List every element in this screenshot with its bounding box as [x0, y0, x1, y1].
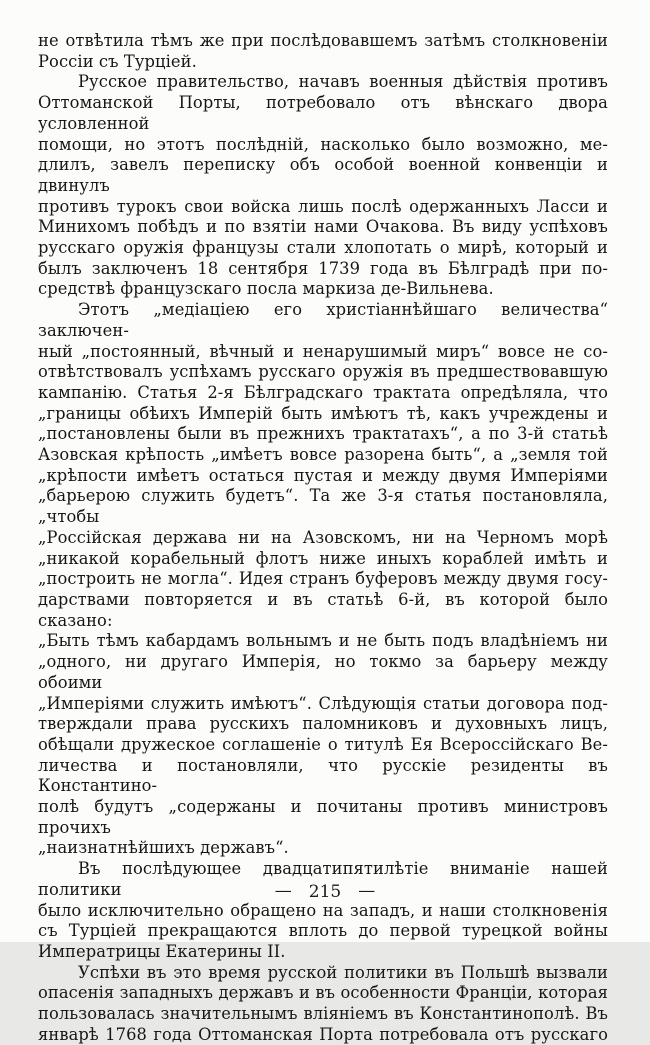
text-line: Императрицы Екатерины II. — [38, 941, 286, 961]
text-line: отвѣтствовалъ успѣхамъ русскаго оружія въ предшествовавшую — [38, 362, 608, 382]
text-line: русскаго оружія французы стали хлопотать о мирѣ, который и — [38, 238, 608, 258]
text-line: полѣ будутъ „содержаны и почитаны противъ министровъ прочихъ — [38, 797, 608, 837]
text-line: январѣ 1768 года Оттоманская Порта потребовала отъ русскаго — [38, 1024, 608, 1044]
footer-dash-left: — — [274, 881, 292, 901]
text-line: Въ послѣдующее двадцатипятилѣтіе вниманіе нашей политики — [38, 859, 608, 899]
text-line: „границы обѣихъ Имперій быть имѣютъ тѣ, какъ учреждены и — [38, 403, 608, 423]
text-line: тверждали права русскихъ паломниковъ и духовныхъ лицъ, — [38, 714, 608, 734]
text-line: былъ заключенъ 18 сентября 1739 года въ Бѣлградѣ при по- — [38, 258, 608, 278]
text-line: ный „постоянный, вѣчный и ненарушимый миръ“ вовсе не со- — [38, 341, 608, 361]
text-line: „наизнатнѣйшихъ державъ“. — [38, 838, 289, 858]
footer-dash-right: — — [358, 881, 376, 901]
text-line: кампанію. Статья 2-я Бѣлградскаго трактата опредѣляла, что — [38, 382, 608, 402]
text-line: Этотъ „медіаціею его христіаннѣйшаго величества“ заключен- — [38, 300, 608, 340]
text-line: было исключительно обращено на западъ, и наши столкновенія — [38, 900, 608, 920]
text-line: обѣщали дружеское соглашеніе о титулѣ Ея Всероссійскаго Ве- — [38, 734, 608, 754]
text-line: „Россійская держава ни на Азовскомъ, ни на Черномъ морѣ — [38, 527, 608, 547]
text-line: Успѣхи въ это время русской политики въ Польшѣ вызвали — [78, 962, 608, 982]
text-line: съ Турціей прекращаются вплоть до первой турецкой войны — [38, 921, 608, 941]
text-line: „никакой корабельный флотъ ниже иныхъ кораблей имѣть и — [38, 548, 608, 568]
page-number: 215 — [308, 882, 342, 902]
text-line: „одного, ни другаго Имперія, но токмо за барьеру между обоими — [38, 652, 608, 692]
text-line: опасенія западныхъ державъ и въ особенности Франціи, которая — [38, 983, 608, 1003]
text-line: противъ турокъ свои войска лишь послѣ одержанныхъ Ласси и — [38, 196, 608, 216]
text-line: личества и постановляли, что русскіе резиденты въ Константино- — [38, 755, 608, 796]
text-line: Россіи съ Турціей. — [38, 51, 197, 71]
text-line: „Имперіями служить имѣютъ“. Слѣдующія статьи договора под- — [38, 693, 608, 713]
text-line: Русское правительство, начавъ военныя дѣйствія противъ — [78, 72, 608, 92]
text-line: „барьерою служить будетъ“. Та же 3-я статья постановляла, „чтобы — [38, 486, 608, 527]
text-line: „постановлены были въ прежнихъ трактатахъ“, а по 3-й статьѣ — [38, 424, 608, 444]
text-line: Азовская крѣпость „имѣетъ вовсе разорена быть“, а „земля той — [38, 445, 608, 465]
text-line: помощи, но этотъ послѣдній, насколько было возможно, ме- — [38, 134, 608, 154]
text-line: „Быть тѣмъ кабардамъ вольнымъ и не быть подъ владѣніемъ ни — [38, 631, 608, 651]
text-line: Минихомъ побѣдъ и по взятіи нами Очакова. Въ виду успѣховъ — [38, 217, 608, 237]
text-line: „построить не могла“. Идея странъ буферовъ между двумя госу- — [38, 569, 608, 589]
text-line: Оттоманской Порты, потребовало отъ вѣнскаго двора условленной — [38, 93, 608, 133]
text-line: „крѣпости имѣетъ остаться пустая и между двумя Имперіями — [38, 465, 608, 485]
text-line: пользовалась значительнымъ вліяніемъ въ Константинополѣ. Въ — [38, 1004, 608, 1024]
text-line: длилъ, завелъ переписку объ особой военной конвенціи и двинулъ — [38, 155, 608, 195]
text-line: дарствами повторяется и въ статьѣ 6-й, въ которой было сказано: — [38, 589, 608, 630]
text-line: средствѣ французскаго посла маркиза де-Вильнева. — [38, 279, 494, 299]
text-line: не отвѣтила тѣмъ же при послѣдовавшемъ затѣмъ столкновеніи — [38, 31, 608, 50]
page-footer — [0, 881, 650, 903]
